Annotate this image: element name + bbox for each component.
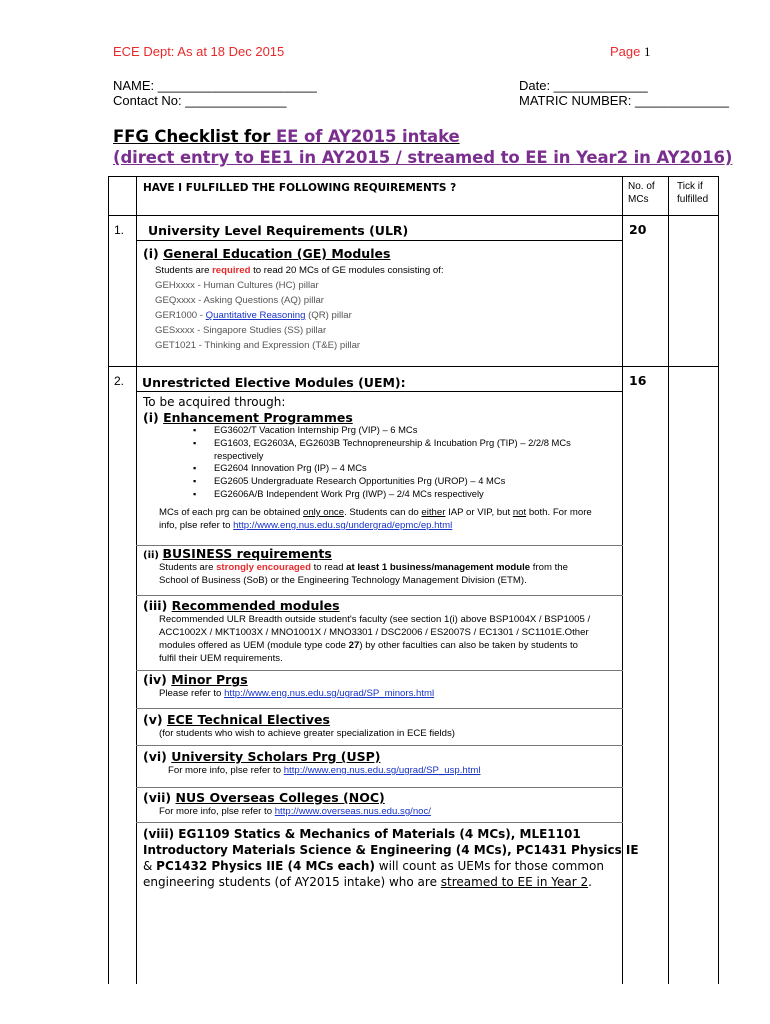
note-once: only once (303, 507, 345, 518)
doc-title-line2: (direct entry to EE1 in AY2015 / streamed to EE in Year2 in AY2016) (113, 148, 733, 167)
ge-heading (143, 246, 390, 261)
enh-heading-text: Enhancement Programmes (163, 410, 353, 425)
usp-line (168, 764, 481, 779)
page-number (610, 44, 651, 60)
uem-heading: Unrestricted Elective Modules (UEM): (142, 375, 406, 390)
note-c: IAP or VIP, but (445, 507, 513, 518)
noc-text: For more info, plse refer to (159, 806, 275, 817)
usp-heading (143, 749, 380, 764)
viii-line1: (viii) EG1109 Statics & Mechanics of Materials (4 MCs), MLE1101 (143, 827, 581, 841)
minor-text: Please refer to (159, 688, 225, 699)
usp-link[interactable]: http://www.eng.nus.edu.sg/ugrad/SP_usp.html (283, 765, 481, 776)
minor-prefix: (iv) (143, 672, 172, 687)
viii-3b: PC1432 Physics IIE (4 MCs each) (156, 859, 375, 873)
page-no: 1 (644, 44, 651, 59)
name-field: NAME: ______________________ (113, 78, 317, 93)
biz-c: from the (530, 562, 568, 573)
rec-line4: fulfil their UEM requirements. (159, 653, 283, 664)
ep-link[interactable]: http://www.eng.nus.edu.sg/undergrad/epmc/ep.html (233, 520, 453, 531)
ge-intro-after: to read 20 MCs of GE modules consisting of: (250, 265, 444, 276)
biz-b: to read (310, 562, 347, 573)
usp-prefix: (vi) (143, 749, 172, 764)
pillar-qr (155, 309, 352, 324)
page-label: Page (610, 44, 641, 59)
biz-heading-text: BUSINESS requirements (162, 546, 332, 561)
doc-title-line1 (113, 127, 460, 146)
minor-link[interactable]: http://www.eng.nus.edu.sg/ugrad/SP_minors.html (224, 688, 435, 699)
ulr-heading: University Level Requirements (ULR) (148, 223, 409, 238)
minor-heading-text: Minor Prgs (171, 672, 248, 687)
rec-3c: ) by other faculties can also be taken by students to (359, 640, 578, 651)
rec-heading-text: Recommended modules (171, 598, 340, 613)
minor-line (159, 687, 434, 702)
tech-heading-text: ECE Technical Electives (166, 712, 330, 727)
pillar-ss: GESxxxx - Singapore Studies (SS) pillar (155, 325, 327, 336)
ge-prefix: (i) (143, 246, 159, 261)
col-mcs: No. of MCs (628, 181, 655, 205)
viii-block (143, 826, 639, 890)
enh-heading (143, 410, 353, 425)
enh-list (193, 424, 613, 501)
ge-intro-before: Students are (155, 265, 213, 276)
contact-field: Contact No: ______________ (113, 93, 287, 108)
ulr-num: 1. (114, 223, 125, 237)
uem-acquired: To be acquired through: (143, 395, 286, 409)
usp-text: For more info, plse refer to (168, 765, 284, 776)
usp-heading-text: University Scholars Prg (USP) (171, 749, 381, 764)
title-highlight: EE of AY2015 intake (276, 127, 460, 146)
biz-bold: at least 1 business/management module (346, 562, 531, 573)
biz-prefix: (ii) (143, 550, 163, 561)
rec-heading (143, 598, 340, 613)
qr-link[interactable]: Quantitative Reasoning (205, 310, 306, 321)
pillar-qr-after: (QR) pillar (305, 310, 352, 321)
note-not: not (512, 507, 527, 518)
ge-heading-text: General Education (GE) Modules (163, 246, 391, 261)
title-prefix: FFG Checklist for (113, 127, 276, 146)
tip-text: EG1603, EG2603A, EG2603B Technopreneurship & Incubation Prg (TIP) – 2/2/8 MCs (214, 436, 571, 448)
tech-prefix: (v) (143, 712, 167, 727)
ulr-mcs: 20 (629, 222, 647, 237)
uem-num: 2. (114, 374, 125, 388)
pillar-qr-before: GER1000 - (155, 310, 206, 321)
list-item: ▪ EG2605 Undergraduate Research Opportunities Prg (UROP) – 4 MCs (193, 475, 613, 488)
viii-4a: engineering students (of AY2015 intake) who are (143, 875, 441, 889)
biz-heading (143, 546, 332, 561)
rec-prefix: (iii) (143, 598, 172, 613)
col-question: HAVE I FULFILLED THE FOLLOWING REQUIREMENTS ? (143, 182, 457, 194)
ge-required: required (212, 265, 251, 276)
rec-3b: 27 (348, 640, 360, 651)
note-b: . Students can do (344, 507, 422, 518)
date-field: Date: _____________ (519, 78, 648, 93)
biz-line2: School of Business (SoB) or the Engineering Technology Management Division (ETM). (159, 575, 527, 586)
uem-mcs: 16 (629, 373, 647, 388)
col-tick: Tick if fulfilled (677, 181, 709, 205)
list-item: ▪ EG3602/T Vacation Internship Prg (VIP) – 6 MCs (193, 424, 613, 437)
ge-intro (155, 264, 444, 279)
dept-date-header: ECE Dept: As at 18 Dec 2015 (113, 44, 285, 59)
viii-3a: & (143, 859, 157, 873)
rec-line2: ACC1002X / MKT1003X / MNO1001X / MNO3301 / DSC2006 / ES2007S / EC1301 / SC1101E.Other (159, 627, 589, 638)
pillar-aq: GEQxxxx - Asking Questions (AQ) pillar (155, 295, 325, 306)
list-item (193, 437, 613, 463)
enh-note-line2 (159, 519, 452, 534)
viii-line2: Introductory Materials Science & Engineering (4 MCs), PC1431 Physics IE (143, 843, 639, 857)
tech-line: (for students who wish to achieve greater specialization in ECE fields) (159, 728, 455, 739)
tech-heading (143, 712, 330, 727)
pillar-te: GET1021 - Thinking and Expression (T&E) pillar (155, 340, 361, 351)
noc-link[interactable]: http://www.overseas.nus.edu.sg/noc/ (274, 806, 431, 817)
matric-field: MATRIC NUMBER: _____________ (519, 93, 730, 108)
enh-prefix: (i) (143, 410, 164, 425)
minor-heading (143, 672, 248, 687)
tip-text-cont: respectively (214, 449, 264, 461)
viii-3c: will count as UEMs for those common (374, 859, 604, 873)
viii-4b: streamed to EE in Year 2 (440, 875, 589, 889)
note-a: MCs of each prg can be obtained (159, 507, 303, 518)
pillar-hc: GEHxxxx - Human Cultures (HC) pillar (155, 280, 319, 291)
biz-a: Students are (159, 562, 217, 573)
note-either: either (421, 507, 446, 518)
noc-prefix: (vii) (143, 790, 176, 805)
viii-4c: . (588, 875, 592, 889)
list-item: ▪ EG2606A/B Independent Work Prg (IWP) – 2/4 MCs respectively (193, 488, 613, 501)
noc-heading-text: NUS Overseas Colleges (NOC) (175, 790, 385, 805)
biz-strong: strongly encouraged (216, 562, 311, 573)
note-e: info, plse refer to (159, 520, 234, 531)
note-d: both. For more (526, 507, 592, 518)
noc-heading (143, 790, 385, 805)
list-item: ▪ EG2604 Innovation Prg (IP) – 4 MCs (193, 462, 613, 475)
rec-3a: modules offered as UEM (module type code (159, 640, 349, 651)
rec-line1: Recommended ULR Breadth outside student's faculty (see section 1(i) above BSP1004X / BSP1005 / (159, 614, 591, 625)
noc-line (159, 805, 431, 820)
